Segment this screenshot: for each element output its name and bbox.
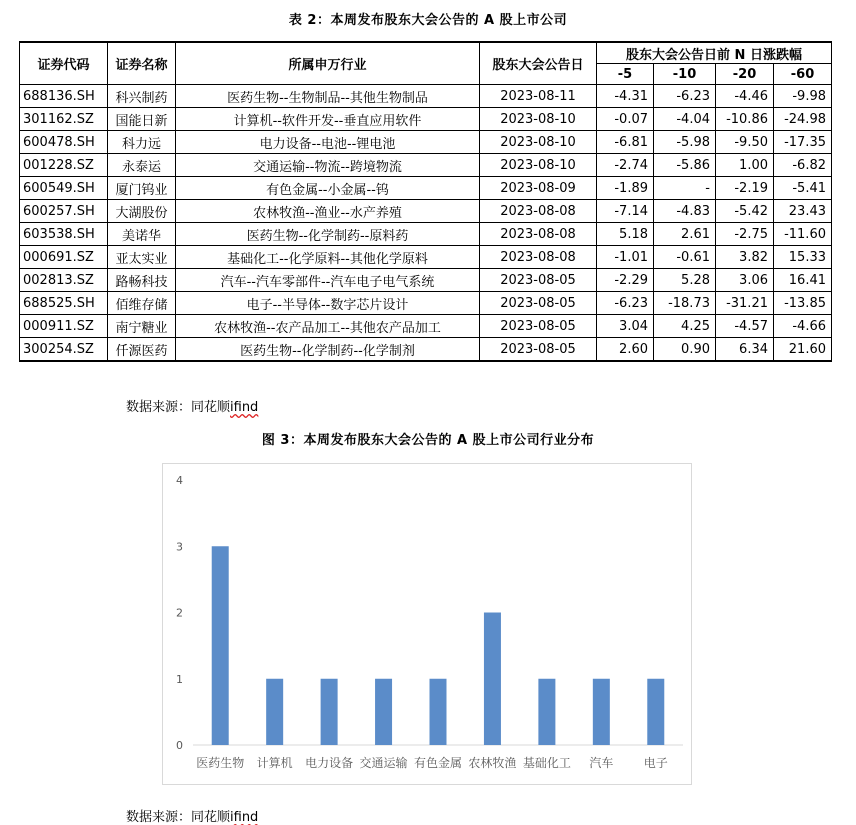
cell-change: -5.42: [716, 200, 774, 223]
cell-change: -5.86: [654, 154, 716, 177]
cell-change: -10.86: [716, 108, 774, 131]
cell-code: 301162.SZ: [20, 108, 108, 131]
table-row: [20, 292, 832, 315]
cell-change: -11.60: [774, 223, 832, 246]
cell-industry: 计算机--软件开发--垂直应用软件: [176, 108, 480, 131]
cell-change: -4.83: [654, 200, 716, 223]
cell-change: 3.04: [597, 315, 654, 338]
cell-change: 0.90: [654, 338, 716, 362]
header-period: -20: [716, 64, 774, 85]
header-period: -5: [597, 64, 654, 85]
cell-code: 603538.SH: [20, 223, 108, 246]
industry-bar-chart: [162, 463, 692, 785]
x-tick-label: 电子: [643, 756, 668, 770]
table-row: [20, 108, 832, 131]
header-period: -10: [654, 64, 716, 85]
cell-date: 2023-08-11: [480, 85, 597, 108]
table-row: [20, 246, 832, 269]
bar: [321, 679, 338, 745]
x-tick-label: 计算机: [256, 756, 293, 770]
bar: [430, 679, 447, 745]
x-tick-label: 医药生物: [196, 756, 245, 770]
cell-industry: 有色金属--小金属--钨: [176, 177, 480, 200]
bar: [538, 679, 555, 745]
cell-change: -0.07: [597, 108, 654, 131]
table-header-row: [20, 42, 832, 64]
cell-date: 2023-08-10: [480, 154, 597, 177]
cell-change: -18.73: [654, 292, 716, 315]
bar: [266, 679, 283, 745]
cell-change: -9.98: [774, 85, 832, 108]
cell-change: 6.34: [716, 338, 774, 362]
cell-change: 3.06: [716, 269, 774, 292]
cell-industry: 农林牧渔--渔业--水产养殖: [176, 200, 480, 223]
cell-code: 688525.SH: [20, 292, 108, 315]
cell-change: -6.23: [654, 85, 716, 108]
cell-change: 23.43: [774, 200, 832, 223]
cell-name: 佰维存储: [108, 292, 176, 315]
cell-industry: 医药生物--生物制品--其他生物制品: [176, 85, 480, 108]
source-prefix: 数据来源：同花顺: [126, 810, 231, 825]
bar: [593, 679, 610, 745]
cell-change: -5.98: [654, 131, 716, 154]
cell-change: 3.82: [716, 246, 774, 269]
cell-date: 2023-08-09: [480, 177, 597, 200]
cell-date: 2023-08-05: [480, 338, 597, 362]
cell-change: -31.21: [716, 292, 774, 315]
cell-change: -2.74: [597, 154, 654, 177]
table-source-note: [126, 396, 258, 415]
stock-table: [19, 41, 832, 362]
table-row: [20, 154, 832, 177]
table-row: [20, 338, 832, 362]
cell-code: 002813.SZ: [20, 269, 108, 292]
cell-industry: 农林牧渔--农产品加工--其他农产品加工: [176, 315, 480, 338]
cell-date: 2023-08-05: [480, 269, 597, 292]
cell-change: -4.04: [654, 108, 716, 131]
cell-code: 000911.SZ: [20, 315, 108, 338]
chart-source-note: [126, 806, 258, 825]
cell-change: -24.98: [774, 108, 832, 131]
x-tick-label: 基础化工: [522, 756, 571, 770]
cell-change: 15.33: [774, 246, 832, 269]
cell-code: 001228.SZ: [20, 154, 108, 177]
cell-change: 5.28: [654, 269, 716, 292]
cell-change: -4.46: [716, 85, 774, 108]
cell-date: 2023-08-10: [480, 131, 597, 154]
cell-code: 600257.SH: [20, 200, 108, 223]
cell-change: -: [654, 177, 716, 200]
cell-name: 仟源医药: [108, 338, 176, 362]
y-tick-label: 3: [176, 540, 183, 554]
table-row: [20, 85, 832, 108]
bar: [484, 613, 501, 746]
cell-name: 厦门钨业: [108, 177, 176, 200]
cell-change: -4.66: [774, 315, 832, 338]
source-name: ifind: [230, 810, 259, 825]
cell-change: 4.25: [654, 315, 716, 338]
bar: [212, 546, 229, 745]
cell-change: 1.00: [716, 154, 774, 177]
cell-industry: 医药生物--化学制药--原料药: [176, 223, 480, 246]
cell-industry: 汽车--汽车零部件--汽车电子电气系统: [176, 269, 480, 292]
cell-industry: 电子--半导体--数字芯片设计: [176, 292, 480, 315]
chart-caption: 图 3：本周发布股东大会公告的 A 股上市公司行业分布: [261, 433, 595, 448]
cell-change: 2.61: [654, 223, 716, 246]
cell-name: 南宁糖业: [108, 315, 176, 338]
cell-name: 科力远: [108, 131, 176, 154]
table-row: [20, 200, 832, 223]
header-period: -60: [774, 64, 832, 85]
header-change-group: 股东大会公告日前 N 日涨跌幅: [597, 42, 832, 64]
cell-date: 2023-08-05: [480, 292, 597, 315]
cell-change: -17.35: [774, 131, 832, 154]
cell-date: 2023-08-05: [480, 315, 597, 338]
cell-change: 5.18: [597, 223, 654, 246]
source-prefix: 数据来源：同花顺: [126, 400, 231, 415]
source-name: ifind: [230, 400, 259, 415]
cell-change: -5.41: [774, 177, 832, 200]
cell-change: 21.60: [774, 338, 832, 362]
cell-name: 路畅科技: [108, 269, 176, 292]
table-caption: 表 2：本周发布股东大会公告的 A 股上市公司: [288, 13, 568, 28]
table-row: [20, 131, 832, 154]
cell-code: 000691.SZ: [20, 246, 108, 269]
cell-date: 2023-08-10: [480, 108, 597, 131]
cell-change: -0.61: [654, 246, 716, 269]
table-row: [20, 315, 832, 338]
cell-change: 16.41: [774, 269, 832, 292]
cell-change: -6.81: [597, 131, 654, 154]
cell-date: 2023-08-08: [480, 200, 597, 223]
header-date: 股东大会公告日: [480, 42, 597, 85]
cell-change: -13.85: [774, 292, 832, 315]
x-tick-label: 农林牧渔: [468, 756, 517, 770]
cell-name: 美诺华: [108, 223, 176, 246]
cell-change: -4.57: [716, 315, 774, 338]
header-name: 证券名称: [108, 42, 176, 85]
header-code: 证券代码: [20, 42, 108, 85]
cell-name: 国能日新: [108, 108, 176, 131]
cell-change: -4.31: [597, 85, 654, 108]
x-tick-label: 交通运输: [359, 756, 408, 770]
y-tick-label: 0: [176, 739, 183, 752]
bar: [647, 679, 664, 745]
cell-change: -6.82: [774, 154, 832, 177]
cell-change: -1.01: [597, 246, 654, 269]
cell-industry: 交通运输--物流--跨境物流: [176, 154, 480, 177]
cell-change: -6.23: [597, 292, 654, 315]
cell-name: 永泰运: [108, 154, 176, 177]
cell-name: 大湖股份: [108, 200, 176, 223]
cell-change: -2.29: [597, 269, 654, 292]
y-tick-label: 1: [176, 672, 183, 686]
cell-code: 688136.SH: [20, 85, 108, 108]
table-row: [20, 177, 832, 200]
table-row: [20, 223, 832, 246]
cell-change: -2.19: [716, 177, 774, 200]
cell-industry: 医药生物--化学制药--化学制剂: [176, 338, 480, 362]
x-tick-label: 有色金属: [413, 756, 463, 770]
bar: [375, 679, 392, 745]
header-industry: 所属申万行业: [176, 42, 480, 85]
cell-change: -1.89: [597, 177, 654, 200]
cell-change: 2.60: [597, 338, 654, 362]
cell-code: 600478.SH: [20, 131, 108, 154]
cell-change: -7.14: [597, 200, 654, 223]
cell-industry: 基础化工--化学原料--其他化学原料: [176, 246, 480, 269]
cell-change: -2.75: [716, 223, 774, 246]
cell-name: 亚太实业: [108, 246, 176, 269]
cell-date: 2023-08-08: [480, 223, 597, 246]
chart-svg: [163, 464, 691, 784]
y-tick-label: 4: [176, 474, 183, 487]
cell-change: -9.50: [716, 131, 774, 154]
y-tick-label: 2: [176, 606, 183, 620]
cell-date: 2023-08-08: [480, 246, 597, 269]
cell-industry: 电力设备--电池--锂电池: [176, 131, 480, 154]
table-row: [20, 269, 832, 292]
cell-code: 300254.SZ: [20, 338, 108, 362]
x-tick-label: 汽车: [589, 756, 614, 770]
x-tick-label: 电力设备: [305, 756, 354, 770]
cell-code: 600549.SH: [20, 177, 108, 200]
cell-name: 科兴制药: [108, 85, 176, 108]
